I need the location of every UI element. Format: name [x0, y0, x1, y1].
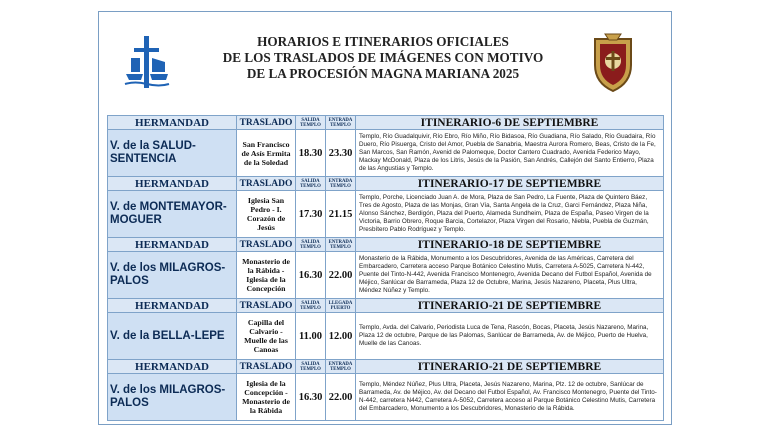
hermandad-name: V. de MONTEMAYOR-MOGUER — [108, 191, 237, 238]
hermandad-header: HERMANDAD — [108, 177, 237, 191]
traslado-header: TRASLADO — [237, 360, 296, 374]
traslado-cell: Monasterio de la Rábida - Iglesia de la Concepción — [237, 252, 296, 299]
title-line-3: DE LA PROCESIÓN MAGNA MARIANA 2025 — [246, 66, 520, 81]
salida-time: 18.30 — [296, 130, 326, 177]
entrada-header: ENTRADA TEMPLO — [326, 238, 356, 252]
hermandad-header: HERMANDAD — [108, 360, 237, 374]
itinerario-header: ITINERARIO-18 DE SEPTIEMBRE — [356, 238, 664, 252]
traslado-header: TRASLADO — [237, 238, 296, 252]
hermandad-name: V. de los MILAGROS-PALOS — [108, 252, 237, 299]
traslado-header: TRASLADO — [237, 116, 296, 130]
itinerario-header: ITINERARIO-21 DE SEPTIEMBRE — [356, 360, 664, 374]
procession-row — [108, 313, 664, 360]
entrada-header: ENTRADA TEMPLO — [326, 177, 356, 191]
salida-time: 11.00 — [296, 313, 326, 360]
hermandad-name: V. de la BELLA-LEPE — [108, 313, 237, 360]
schedule-table — [107, 115, 664, 421]
hermandad-name: V. de la SALUD-SENTENCIA — [108, 130, 237, 177]
traslado-header: TRASLADO — [237, 177, 296, 191]
document-page — [98, 11, 672, 425]
entrada-time: 22.00 — [326, 374, 356, 421]
entrada-header: ENTRADA TEMPLO — [326, 116, 356, 130]
traslado-header: TRASLADO — [237, 299, 296, 313]
hermandad-header: HERMANDAD — [108, 299, 237, 313]
procession-row — [108, 191, 664, 238]
salida-time: 16.30 — [296, 252, 326, 299]
salida-header: SALIDA TEMPLO — [296, 360, 326, 374]
traslado-cell: Iglesia San Pedro - I. Corazón de Jesús — [237, 191, 296, 238]
hermandad-header: HERMANDAD — [108, 238, 237, 252]
entrada-header: ENTRADA TEMPLO — [326, 360, 356, 374]
section-header-row — [108, 238, 664, 252]
llegada-header: LLEGADA PUERTO — [326, 299, 356, 313]
hermandad-header: HERMANDAD — [108, 116, 237, 130]
route-description: Templo, Avda. del Calvario, Periodista Luca de Tena, Rascón, Bocas, Placeta, Jesús Nazareno, Marina, Plaza 12 de octubre, Parque de las Palomas, Sanlúcar de Barrameda, Av. de Méjico, Puerto de Huelva, Muelle de las Canoas. — [356, 313, 664, 360]
salida-header: SALIDA TEMPLO — [296, 238, 326, 252]
salida-time: 17.30 — [296, 191, 326, 238]
brotherhood-shield-crest-icon — [587, 31, 639, 93]
procession-row — [108, 252, 664, 299]
salida-time: 16.30 — [296, 374, 326, 421]
hermandad-name: V. de los MILAGROS-PALOS — [108, 374, 237, 421]
traslado-cell: Capilla del Calvario - Muelle de las Canoas — [237, 313, 296, 360]
itinerario-header: ITINERARIO-21 DE SEPTIEMBRE — [356, 299, 664, 313]
cross-and-ship-crest-icon — [123, 34, 171, 92]
section-header-row — [108, 360, 664, 374]
route-description: Monasterio de la Rábida, Monumento a los Descubridores, Avenida de las Américas, Carretera del Embarcadero, Carretera acceso Parque Botánico Celestino Mutis, Carretera A-5025, Carretera N-442, Puente del Tinto-N-442, Avenida Francisco Montenegro, Avenida Decano del Futbol Español, Avenida de Méjico, Sanlúcar de Barrameda, Plaza 12 de Octubre, Marina, Jesús Nazareno, Placeta, Plus Ultra, Méndez Núñez y Templo. — [356, 252, 664, 299]
itinerario-header: ITINERARIO-17 DE SEPTIEMBRE — [356, 177, 664, 191]
traslado-cell: Iglesia de la Concepción - Monasterio de la Rábida — [237, 374, 296, 421]
section-header-row — [108, 116, 664, 130]
entrada-time: 22.00 — [326, 252, 356, 299]
route-description: Templo, Méndez Núñez, Plus Ultra, Placeta, Jesús Nazareno, Marina, Plz. 12 de octubre, Sanlúcar de Barrameda, Av. de Méjico, Av. del Decano del Futbol Español, Av. Francisco Montenegro, Puente del Tinto-N-442, carretera N442, Carretera A-5052, Carretera acceso al Parque Botánico Celestino Mutis, Carretera del Embarcadero, Monumento a los Descubridores, Monasterio de la Rábida. — [356, 374, 664, 421]
section-header-row — [108, 177, 664, 191]
route-description: Templo, Porche, Licenciado Juan A. de Mora, Plaza de San Pedro, La Fuente, Plaza de Quintero Báez, Tres de Agosto, Plaza de las Monjas, Gran Vía, Santa Angela de la Cruz, Garci Fernández, Plaza Niña, Alonso Sánchez, Berdigón, Plaza del Puerto, Alameda Sundheim, Plaza de España, Paseo Virgen de la Victoria, Barrio Obrero, Roque Barcia, Cortelazor, Plaza Virgen del Rosario, Niebla, Puebla de Guzmán, Presbítero Pablo Rodríguez y Templo. — [356, 191, 664, 238]
entrada-time: 21.15 — [326, 191, 356, 238]
title-line-1: HORARIOS E ITINERARIOS OFICIALES — [257, 34, 509, 49]
llegada-time: 12.00 — [326, 313, 356, 360]
route-description: Templo, Río Guadalquivir, Río Ebro, Río Miño, Río Bidasoa, Río Guadiana, Río Salado, Río Guadaira, Río Duero, Río Pisuerga, Cristo del Amor, Puebla de Sanabria, Maestra Aurora Romero, Beas, Cristo de la Fe, San Marcos, San Ramón, Avenid de Palomeque, Doctor Cantero Cuadrado, Avenida Federico Mayo, Mackay McDonald, Plaza de los Litris, Jesús de la Pasión, San Andrés, Callejón del Santo Entierro, Plaza de las Angustias y Templo. — [356, 130, 664, 177]
section-header-row — [108, 299, 664, 313]
entrada-time: 23.30 — [326, 130, 356, 177]
title-line-2: DE LOS TRASLADOS DE IMÁGENES CON MOTIVO — [222, 50, 544, 65]
procession-row — [108, 130, 664, 177]
procession-row — [108, 374, 664, 421]
salida-header: SALIDA TEMPLO — [296, 299, 326, 313]
salida-header: SALIDA TEMPLO — [296, 116, 326, 130]
traslado-cell: San Francisco de Asís Ermita de la Soledad — [237, 130, 296, 177]
salida-header: SALIDA TEMPLO — [296, 177, 326, 191]
itinerario-header: ITINERARIO-6 DE SEPTIEMBRE — [356, 116, 664, 130]
document-title — [183, 34, 583, 82]
